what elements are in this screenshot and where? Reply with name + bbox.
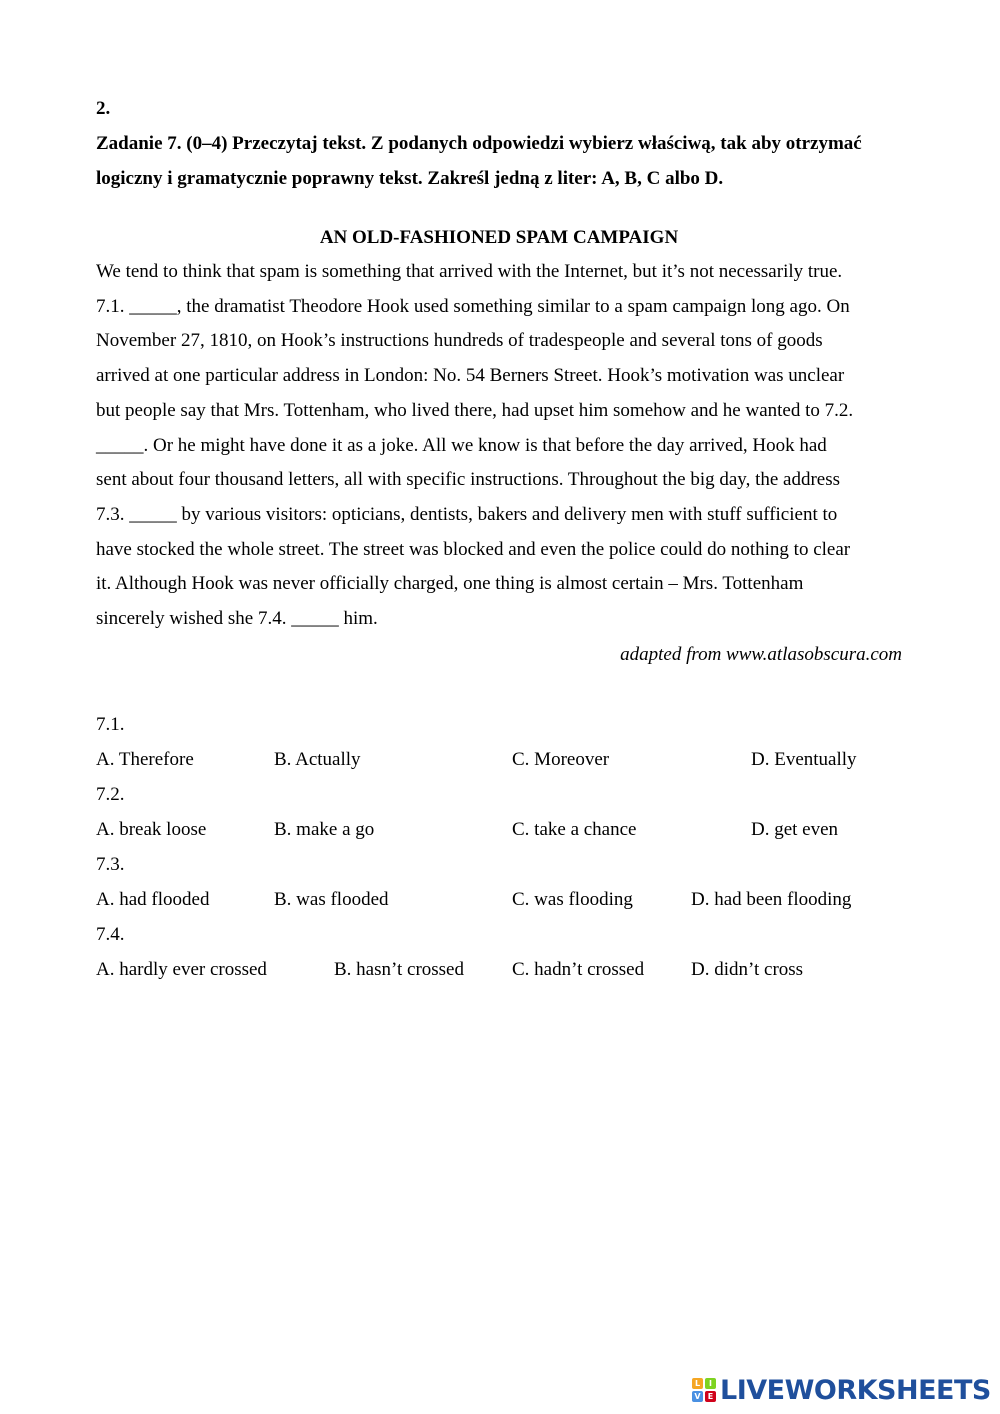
option-b[interactable]: B. make a go [274,818,375,840]
answer-options [96,882,902,917]
logo-mark-tile: E [705,1391,716,1402]
story-line: 7.3. _____ by various visitors: opticians, dentists, bakers and delivery men with stuff sufficient to [96,503,838,525]
answer-options [96,952,902,987]
option-a[interactable]: A. Therefore [96,748,194,770]
option-a[interactable]: A. break loose [96,818,207,840]
question-label: 7.3. [96,853,125,875]
story-line: it. Although Hook was never officially charged, one thing is almost certain – Mrs. Tottenham [96,573,804,595]
question-7-4 [96,917,902,987]
option-a[interactable]: A. had flooded [96,888,210,910]
option-c[interactable]: C. was flooding [512,888,633,910]
story-line: We tend to think that spam is something that arrived with the Internet, but it’s not necessarily true. [96,261,843,282]
story-line: _____. Or he might have done it as a joke. All we know is that before the day arrived, Hook had [96,434,827,456]
story-line: sent about four thousand letters, all with specific instructions. Throughout the big day, the address [96,469,841,491]
option-c[interactable]: C. take a chance [512,818,637,840]
logo-mark-tile: I [705,1378,716,1389]
logo-mark-tile: L [692,1378,703,1389]
option-c[interactable]: C. Moreover [512,748,610,770]
question-7-3 [96,847,902,917]
option-d[interactable]: D. didn’t cross [691,958,804,980]
option-d[interactable]: D. get even [751,818,839,840]
question-label: 7.1. [96,713,125,735]
story-line: but people say that Mrs. Tottenham, who lived there, had upset him somehow and he wanted to 7.2. [96,399,854,421]
story-title: AN OLD-FASHIONED SPAM CAMPAIGN [319,227,679,248]
liveworksheets-mark-icon [692,1378,716,1402]
answer-options [96,742,902,777]
option-c[interactable]: C. hadn’t crossed [512,958,645,980]
story-line: 7.1. _____, the dramatist Theodore Hook used something similar to a spam campaign long ago. On [96,295,850,317]
option-d[interactable]: D. had been flooding [691,888,852,910]
option-b[interactable]: B. hasn’t crossed [334,958,464,980]
answer-options [96,812,902,847]
worksheet-page [96,92,902,987]
question-label: 7.2. [96,783,125,805]
story-line: sincerely wished she 7.4. _____ him. [96,608,378,630]
question-label: 7.4. [96,923,125,945]
logo-mark-tile: V [692,1391,703,1402]
story-line: have stocked the whole street. The street was blocked and even the police could do nothing to clear [96,538,851,560]
story-line: arrived at one particular address in London: No. 54 Berners Street. Hook’s motivation was unclear [96,365,845,387]
question-7-2 [96,777,902,847]
story-line: November 27, 1810, on Hook’s instructions hundreds of tradespeople and several tons of goods [96,330,823,352]
task-number: 2. [96,98,111,119]
option-b[interactable]: B. Actually [274,748,361,770]
option-d[interactable]: D. Eventually [751,748,857,770]
option-a[interactable]: A. hardly ever crossed [96,958,267,980]
option-b[interactable]: B. was flooded [274,888,389,910]
liveworksheets-logo [692,1374,991,1406]
story-text [96,255,902,637]
logo-text: LIVEWORKSHEETS [720,1374,991,1406]
source-credit: adapted from www.atlasobscura.com [620,643,902,665]
task-instruction: Zadanie 7. (0–4) Przeczytaj tekst. Z podanych odpowiedzi wybierz właściwą, tak aby otrzymać logiczny i gramatycznie poprawny tekst. Zakreśl jedną z liter: A, B, C albo D. [96,133,862,189]
question-7-1 [96,707,902,777]
